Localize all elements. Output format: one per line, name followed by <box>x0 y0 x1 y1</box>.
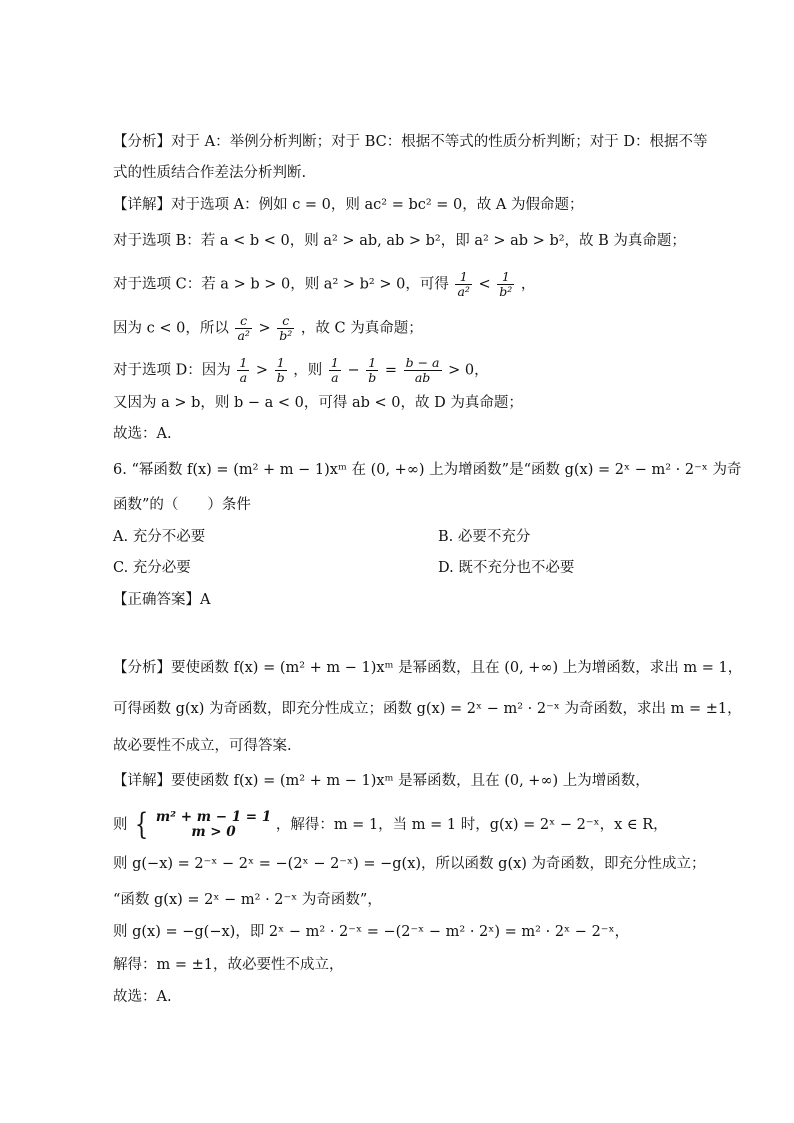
text-segment: 对于选项 D：因为 <box>113 362 231 379</box>
equation-system <box>156 810 271 840</box>
operator: = <box>384 362 398 379</box>
analysis-line: 【分析】要使函数 f(x) = (m² + m − 1)xᵐ 是幂函数，且在 (0, +∞) 上为增函数，求出 m = 1， <box>113 660 743 676</box>
option-d: D. 既不充分也不必要 <box>438 560 575 576</box>
text-segment: 对于选项 C：若 a > b > 0，则 a² > b² > 0，可得 <box>113 276 449 293</box>
denominator: b <box>368 370 377 385</box>
fraction <box>497 270 514 299</box>
detail-line: 故选：A. <box>113 989 172 1005</box>
analysis-line: 式的性质结合作差法分析判断. <box>113 165 307 181</box>
detail-line: 【详解】对于选项 A：例如 c = 0，则 ac² = bc² = 0，故 A 为假命题； <box>113 197 584 213</box>
fraction <box>366 356 378 385</box>
numerator: 1 <box>368 355 377 370</box>
numerator: b − a <box>405 355 440 370</box>
detail-line-with-fractions <box>113 356 489 385</box>
detail-line: 故选：A. <box>113 426 172 442</box>
detail-line: 则 g(−x) = 2⁻ˣ − 2ˣ = −(2ˣ − 2⁻ˣ) = −g(x)，所以函数 g(x) 为奇函数，即充分性成立； <box>113 856 706 872</box>
fraction <box>277 314 294 343</box>
operator: > <box>255 362 269 379</box>
denominator: a <box>329 370 341 385</box>
detail-line-with-system <box>113 808 668 842</box>
denominator: b² <box>499 284 513 299</box>
question-stem: 函数”的（ ）条件 <box>113 497 251 513</box>
option-a: A. 充分不必要 <box>113 529 206 545</box>
text-segment: ，故 C 为真命题； <box>300 320 423 337</box>
detail-line: “函数 g(x) = 2ˣ − m² · 2⁻ˣ 为奇函数”， <box>113 892 382 908</box>
analysis-line: 可得函数 g(x) 为奇函数，即充分性成立；函数 g(x) = 2ˣ − m² · 2⁻ˣ 为奇函数，求出 m = ±1， <box>113 701 742 717</box>
numerator: c <box>240 313 248 328</box>
denominator: b <box>276 370 285 385</box>
operator: < <box>478 276 491 293</box>
fraction <box>404 356 442 385</box>
text-segment: 则 <box>113 817 128 833</box>
text-segment: ，则 <box>293 362 323 379</box>
detail-line: 【详解】要使函数 f(x) = (m² + m − 1)xᵐ 是幂函数，且在 (0, +∞) 上为增函数， <box>113 773 650 789</box>
fraction <box>235 314 251 343</box>
text-segment: ， <box>520 276 536 293</box>
analysis-line: 故必要性不成立，可得答案. <box>113 738 292 754</box>
detail-line: 解得：m = ±1，故必要性不成立， <box>113 957 344 973</box>
detail-line-with-fractions <box>113 314 423 343</box>
fraction <box>275 356 287 385</box>
numerator: 1 <box>459 269 468 284</box>
denominator: a² <box>457 284 470 299</box>
equation: m² + m − 1 = 1 <box>155 809 272 825</box>
correct-answer: 【正确答案】A <box>113 592 211 608</box>
left-brace: { <box>134 807 149 842</box>
detail-line: 对于选项 B：若 a < b < 0，则 a² > ab, ab > b²，即 a² > ab > b²，故 B 为真命题； <box>113 233 686 249</box>
fraction <box>455 270 471 299</box>
numerator: 1 <box>330 355 339 370</box>
detail-line-with-fractions <box>113 270 535 299</box>
option-b: B. 必要不充分 <box>438 529 531 545</box>
numerator: 1 <box>239 355 248 370</box>
fraction <box>329 356 341 385</box>
numerator: 1 <box>276 355 285 370</box>
numerator: 1 <box>501 269 510 284</box>
denominator: b² <box>279 328 293 343</box>
option-c: C. 充分必要 <box>113 560 191 576</box>
text-segment: ，解得：m = 1，当 m = 1 时，g(x) = 2ˣ − 2⁻ˣ，x ∈ R， <box>275 817 668 833</box>
denominator: a² <box>237 328 250 343</box>
equation: m > 0 <box>191 824 236 840</box>
denominator: ab <box>404 370 442 385</box>
numerator: c <box>282 313 290 328</box>
operator: − <box>347 362 360 379</box>
fraction <box>237 356 249 385</box>
denominator: a <box>237 370 249 385</box>
text-segment: > 0， <box>448 362 489 379</box>
operator: > <box>258 320 271 337</box>
detail-line: 则 g(x) = −g(−x)，即 2ˣ − m² · 2⁻ˣ = −(2⁻ˣ − m² · 2ˣ) = m² · 2ˣ − 2⁻ˣ， <box>113 924 630 940</box>
question-stem: 6. “幂函数 f(x) = (m² + m − 1)xᵐ 在 (0, +∞) 上为增函数”是“函数 g(x) = 2ˣ − m² · 2⁻ˣ 为奇 <box>113 462 742 478</box>
analysis-line: 【分析】对于 A：举例分析判断；对于 BC：根据不等式的性质分析判断；对于 D：根据不等 <box>113 134 708 150</box>
detail-line: 又因为 a > b，则 b − a < 0，可得 ab < 0，故 D 为真命题； <box>113 395 523 411</box>
text-segment: 因为 c < 0，所以 <box>113 320 229 337</box>
